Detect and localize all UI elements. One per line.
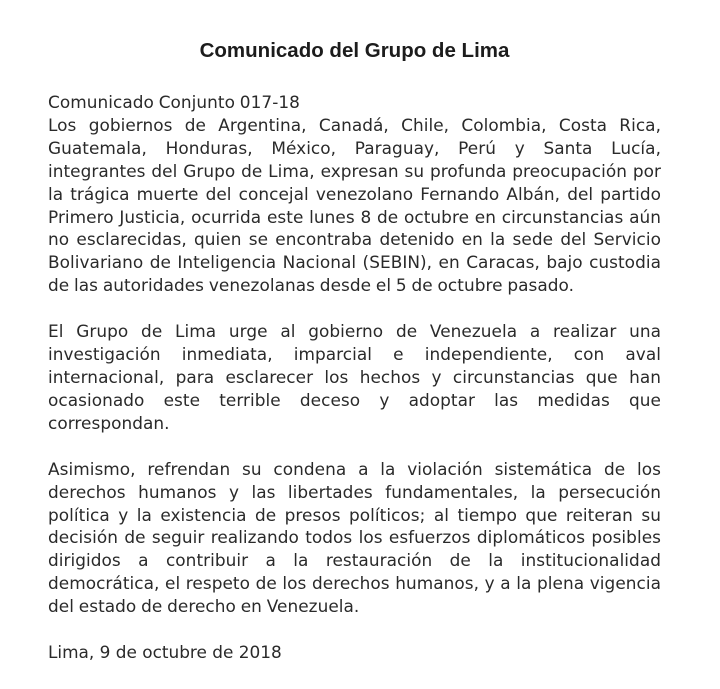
communique-number: Comunicado Conjunto 017-18: [48, 92, 300, 112]
paragraph-3: Asimismo, refrendan su condena a la violación sistemática de los derechos humanos y las libertades fundamentales, la persecución política y la existencia de presos políticos; al tiempo que reiteran su decisión de seguir realizando todos los esfuerzos diplomáticos posibles dirigidos a contribuir a la restauración de la institucionalidad democrática, el respeto de los derechos humanos, y a la plena vigencia del estado de derecho en Venezuela.: [48, 458, 661, 617]
paragraph-2: El Grupo de Lima urge al gobierno de Venezuela a realizar una investigación inmediata, imparcial e independiente, con aval internacional, para esclarecer los hechos y circunstancias que han ocasionado este terrible deceso y adoptar las medidas que correspondan.: [48, 321, 661, 433]
communique-document: [48, 38, 661, 664]
paragraph-1-text: Los gobiernos de Argentina, Canadá, Chile, Colombia, Costa Rica, Guatemala, Honduras, México, Paraguay, Perú y Santa Lucía, integrantes del Grupo de Lima, expresan su profunda preocupación por la trágica muerte del concejal venezolano Fernando Albán, del partido Primero Justicia, ocurrida este lunes 8 de octubre en circunstancias aún no esclarecidas, quien se encontraba detenido en la sede del Servicio Bolivariano de Inteligencia Nacional (SEBIN), en Caracas, bajo custodia de las autoridades venezolanas desde el 5 de octubre pasado.: [48, 114, 661, 296]
paragraph-1: [48, 91, 661, 297]
document-title: Comunicado del Grupo de Lima: [199, 39, 510, 62]
place-and-date: Lima, 9 de octubre de 2018: [48, 642, 282, 663]
